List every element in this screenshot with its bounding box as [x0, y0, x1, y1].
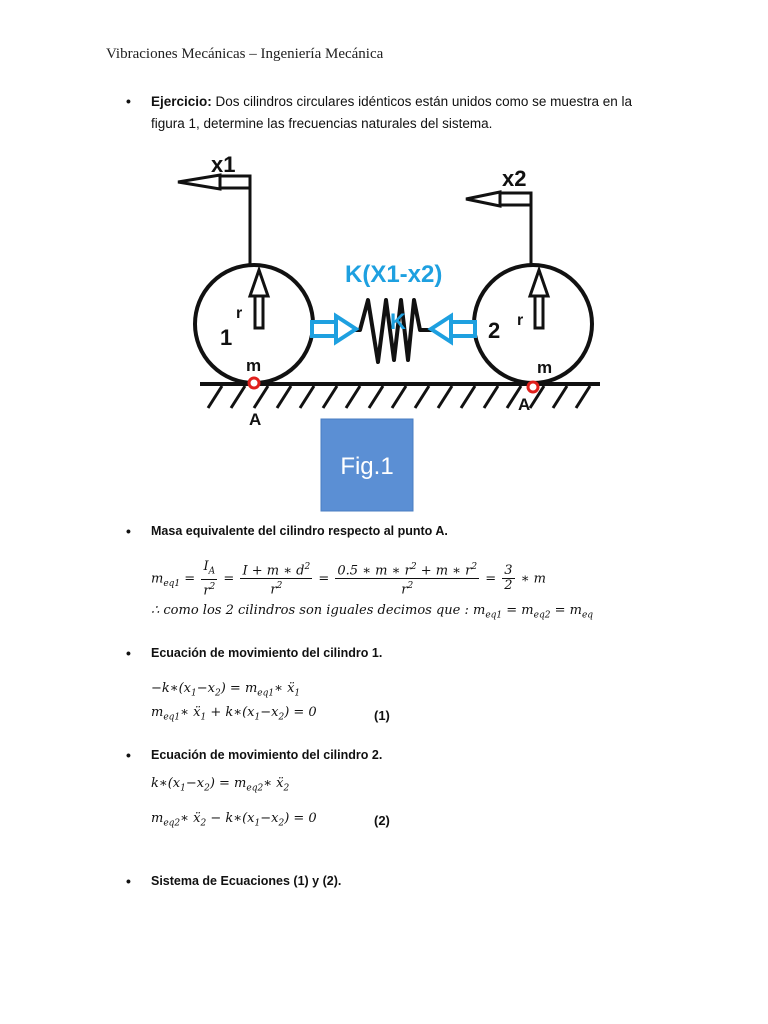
exercise-label: Ejercicio:	[151, 94, 212, 109]
contact-point-left	[249, 378, 259, 388]
bullet-marker	[126, 747, 131, 763]
force-arrow-right	[431, 316, 475, 342]
equation-label-1: (1)	[374, 708, 390, 723]
section-sistema: Sistema de Ecuaciones (1) y (2).	[151, 874, 342, 888]
exercise-text-2: figura 1, determine las frecuencias naturales del sistema.	[151, 116, 493, 131]
equation-label-2: (2)	[374, 813, 390, 828]
label-m-left: m	[246, 356, 262, 375]
section-mov1: Ecuación de movimiento del cilindro 1.	[151, 646, 383, 660]
label-a-right: A	[518, 395, 531, 414]
equation-therefore: ∴ como los 2 cilindros son iguales decimos que : $m_{eq1} = m_{eq2} = m_{eq}$	[151, 603, 594, 621]
r-arrow-right	[530, 270, 548, 328]
caption-text: Fig.1	[340, 453, 394, 480]
equation-2b: $m_{eq2}∗$ ẍ$_2$ − $k∗(x_1-x_2) = 0$	[151, 811, 317, 829]
label-x2: x2	[502, 166, 527, 191]
force-arrow-left	[312, 316, 356, 342]
x2-arrow-head	[466, 192, 500, 206]
bullet-marker	[126, 523, 131, 539]
label-force: K(X1-x2)	[345, 261, 443, 288]
equation-2a: $k∗(x_1-x_2)$ = $m_{eq2}∗$ ẍ$_2$	[151, 776, 290, 794]
label-k: K	[390, 309, 406, 334]
contact-point-right	[528, 382, 538, 392]
equation-1a: $-k∗(x_1-x_2)$ = $m_{eq1}∗$ ẍ$_1$	[151, 681, 301, 699]
exercise-text-1: Dos cilindros circulares idénticos están unidos como se muestra en la	[211, 94, 632, 109]
label-cylinder-1: 1	[220, 325, 233, 350]
bullet-marker	[126, 873, 131, 889]
bullet-marker	[126, 93, 131, 109]
label-x1: x1	[211, 152, 236, 177]
equation-meq: $m_{eq1}$ = $\frac{I_A}{r^2}$ = $\frac{I + m ∗ d^2}{r^2}$ = $\frac{0.5 ∗ m ∗ r^2 + m ∗ r^2}{r^2}$ = $\frac{3}{2}$ ∗ m	[151, 559, 546, 598]
label-r-left: r	[236, 305, 243, 322]
equation-1b: $m_{eq1}∗$ ẍ$_1$ + $k∗(x_1-x_2) = 0$	[151, 705, 317, 723]
label-m-right: m	[537, 358, 553, 377]
bullet-marker	[126, 645, 131, 661]
label-a-left: A	[249, 410, 262, 429]
label-cylinder-2: 2	[488, 318, 501, 343]
exercise-paragraph	[151, 91, 651, 135]
label-r-right: r	[517, 312, 524, 329]
section-masa: Masa equivalente del cilindro respecto al punto A.	[151, 524, 448, 538]
figure-diagram	[0, 140, 768, 515]
x1-arrow-head	[178, 175, 220, 189]
r-arrow-left	[250, 270, 268, 328]
page-header: Vibraciones Mecánicas – Ingeniería Mecánica	[106, 46, 384, 62]
section-mov2: Ecuación de movimiento del cilindro 2.	[151, 748, 383, 762]
